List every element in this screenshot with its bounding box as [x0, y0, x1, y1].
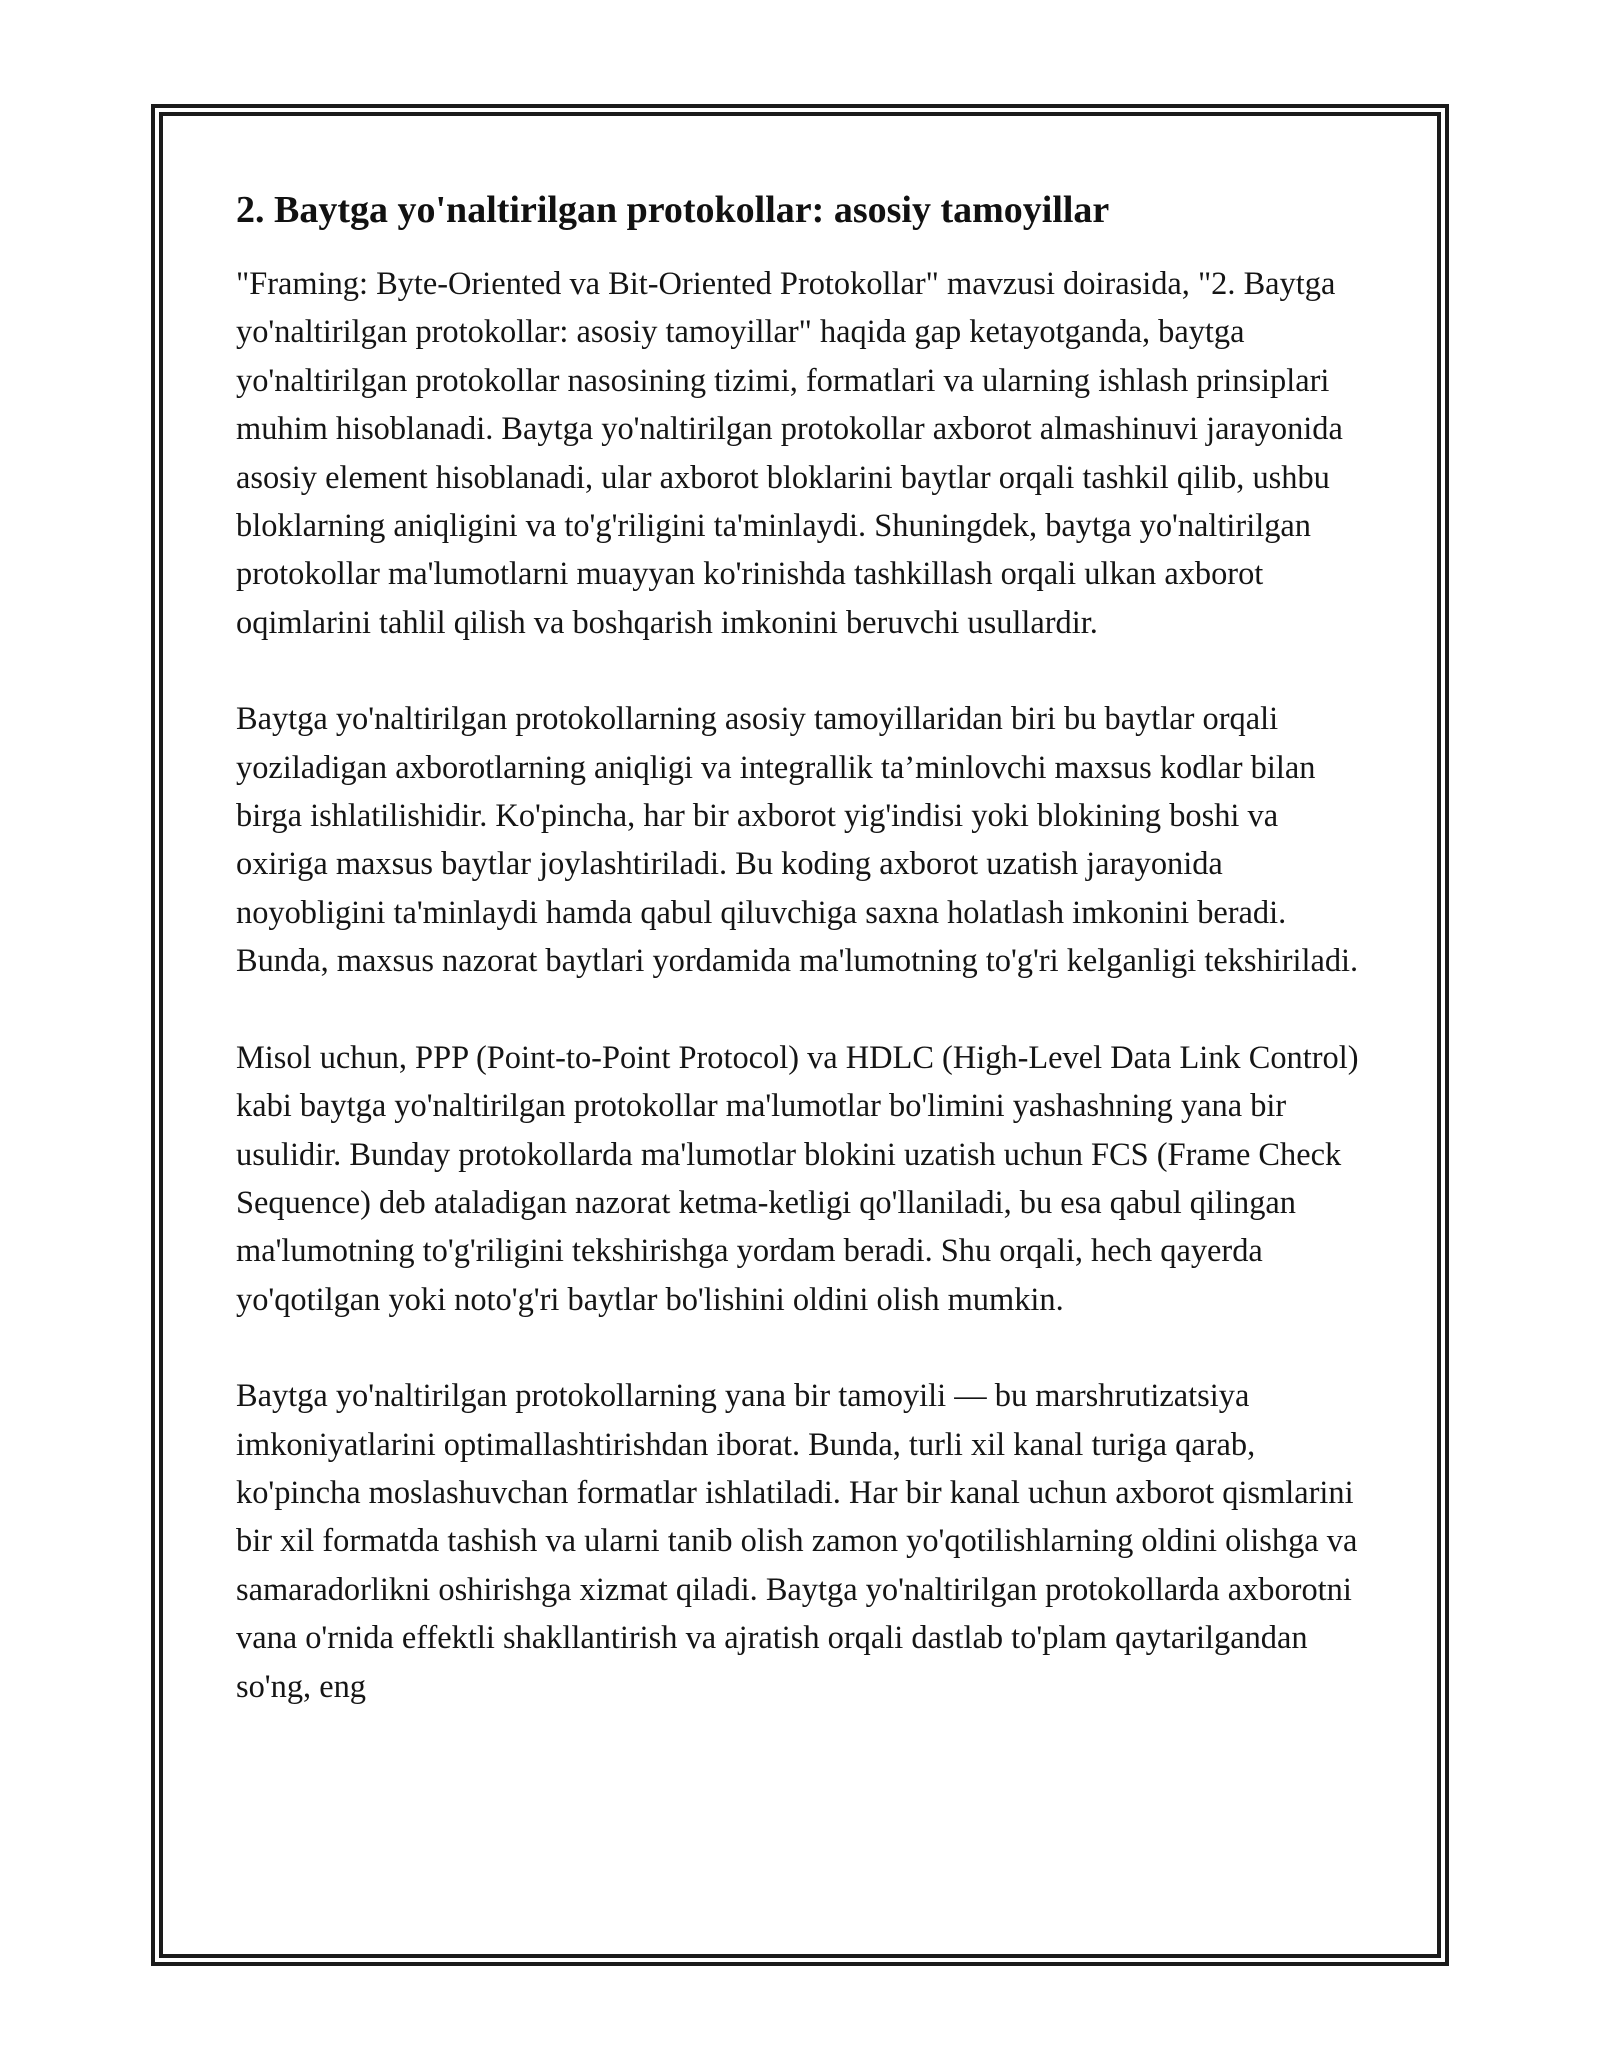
paragraph-3: Misol uchun, PPP (Point-to-Point Protocol) va HDLC (High-Level Data Link Control) kabi baytga yo'naltirilgan protokollar ma'lumotlar bo'limini yashashning yana bir usulidir. Bunday protokollarda ma'lumotlar blokini uzatish uchun FCS (Frame Check Sequence) deb ataladigan nazorat ketma-ketligi qo'llaniladi, bu esa qabul qilingan ma'lumotning to'g'riligini tekshirishga yordam beradi. Shu orqali, hech qayerda yo'qotilgan yoki noto'g'ri baytlar bo'lishini oldini olish mumkin.: [236, 1039, 1359, 1318]
document-body: [236, 186, 1376, 1759]
paragraph-2: Baytga yo'naltirilgan protokollarning asosiy tamoyillaridan biri bu baytlar orqali yoziladigan axborotlarning aniqligi va integrallik ta’minlovchi maxsus kodlar bilan birga ishlatilishidir. Ko'pincha, har bir axborot yig'indisi yoki blokining boshi va oxiriga maxsus baytlar joylashtiriladi. Bu koding axborot uzatish jarayonida noyobligini ta'minlaydi hamda qabul qiluvchiga saxna holatlash imkonini beradi. Bunda, maxsus nazorat baytlari yordamida ma'lumotning to'g'ri kelganligi tekshiriladi.: [236, 701, 1359, 980]
paragraph-4: Baytga yo'naltirilgan protokollarning yana bir tamoyili — bu marshrutizatsiya imkoniyatlarini optimallashtirishdan iborat. Bunda, turli xil kanal turiga qarab, ko'pincha moslashuvchan formatlar ishlatiladi. Har bir kanal uchun axborot qismlarini bir xil formatda tashish va ularni tanib olish zamon yo'qotilishlarning oldini olishga va samaradorlikni oshirishga xizmat qiladi. Baytga yo'naltirilgan protokollarda axborotni vana o'rnida effektli shakllantirish va ajratish orqali dastlab to'plam qaytarilgandan so'ng, eng: [236, 1378, 1358, 1705]
section-heading: 2. Baytga yo'naltirilgan protokollar: asosiy tamoyillar: [236, 189, 1110, 231]
paragraph-1: "Framing: Byte-Oriented va Bit-Oriented Protokollar" mavzusi doirasida, "2. Baytga yo'naltirilgan protokollar: asosiy tamoyillar" haqida gap ketayotganda, baytga yo'naltirilgan protokollar nasosining tizimi, formatlari va ularning ishlash prinsiplari muhim hisoblanadi. Baytga yo'naltirilgan protokollar axborot almashinuvi jarayonida asosiy element hisoblanadi, ular axborot bloklarini baytlar orqali tashkil qilib, ushbu bloklarning aniqligini va to'g'riligini ta'minlaydi. Shuningdek, baytga yo'naltirilgan protokollar ma'lumotlarni muayyan ko'rinishda tashkillash orqali ulkan axborot oqimlarini tahlil qilish va boshqarish imkonini beruvchi usullardir.: [236, 266, 1343, 641]
